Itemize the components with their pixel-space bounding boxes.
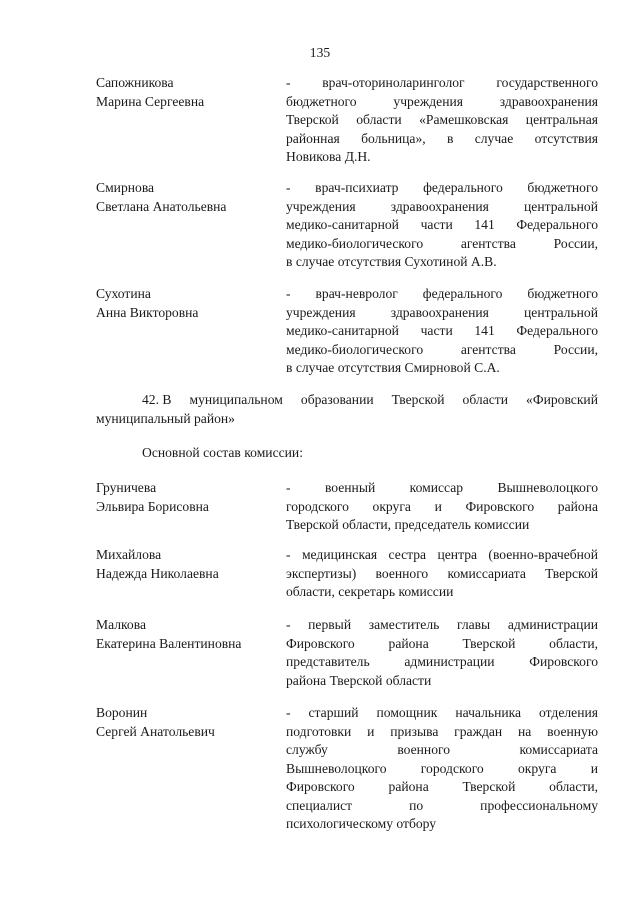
role-line: представитель администрации Фировского (286, 654, 598, 669)
word: муниципальном (189, 392, 283, 407)
role-line: учреждения здравоохранения центральной (286, 304, 598, 320)
person-role (286, 616, 598, 690)
role-line: специалист по профессиональному (286, 797, 598, 813)
role-line: в случае отсутствия Сухотиной А.В. (286, 254, 497, 269)
subheading: Основной состав комиссии: (142, 445, 303, 460)
word: образовании (300, 392, 374, 407)
role-line: медико-биологического агентства России, (286, 235, 598, 251)
role-line: в случае отсутствия Смирновой С.А. (286, 360, 500, 375)
person-role (286, 285, 598, 378)
person-role (286, 479, 598, 535)
word: Тверской (391, 392, 445, 407)
person-role (286, 704, 598, 834)
section-heading (96, 391, 598, 428)
role-line: Тверской области «Рамешковская центральная (286, 112, 598, 127)
person-name (96, 74, 276, 111)
surname: Михайлова (96, 547, 162, 562)
surname: Малкова (96, 617, 147, 632)
role-line: - врач-невролог федерального бюджетного (286, 286, 598, 301)
section-heading-line: муниципальный район» (96, 410, 235, 426)
person-name (96, 285, 276, 322)
person-name (96, 616, 276, 653)
page-number: 135 (309, 45, 331, 60)
role-line: - старший помощник начальника отделения (286, 705, 598, 720)
surname: Воронин (96, 705, 148, 720)
surname: Сапожникова (96, 75, 174, 90)
person-role (286, 74, 598, 167)
given-names: Екатерина Валентиновна (96, 635, 242, 651)
person-role (286, 546, 598, 602)
word: 42. В (142, 392, 172, 407)
role-line: - врач-психиатр федерального бюджетного (286, 180, 598, 195)
person-name (96, 704, 276, 741)
role-line: Тверской области, председатель комиссии (286, 517, 530, 532)
role-line: Новикова Д.Н. (286, 149, 371, 164)
person-name (96, 179, 276, 216)
given-names: Эльвира Борисовна (96, 498, 209, 514)
given-names: Надежда Николаевна (96, 565, 219, 581)
role-line: учреждения здравоохранения центральной (286, 198, 598, 214)
person-name (96, 479, 276, 516)
role-line: городского округа и Фировского района (286, 498, 598, 514)
role-line: - врач-оториноларинголог государственного (286, 75, 598, 90)
given-names: Марина Сергеевна (96, 93, 205, 109)
role-line: бюджетного учреждения здравоохранения (286, 93, 598, 109)
role-line: - медицинская сестра центра (военно-врачебной (286, 547, 598, 562)
surname: Смирнова (96, 180, 155, 195)
given-names: Светлана Анатольевна (96, 198, 227, 214)
role-line: области, секретарь комиссии (286, 584, 454, 599)
given-names: Сергей Анатольевич (96, 723, 215, 739)
role-line: района Тверской области (286, 672, 432, 688)
surname: Сухотина (96, 286, 151, 301)
role-line: районная больница», в случае отсутствия (286, 130, 598, 146)
role-line: медико-санитарной части 141 Федерального (286, 217, 598, 232)
role-line: Вышневолоцкого городского округа и (286, 760, 598, 776)
surname: Груничева (96, 480, 157, 495)
role-line: Фировского района Тверской области, (286, 779, 598, 794)
role-line: Фировского района Тверской области, (286, 635, 598, 651)
person-name (96, 546, 276, 583)
role-line: психологическому отбору (286, 816, 437, 831)
word: «Фировский (526, 392, 598, 407)
role-line: подготовки и призыва граждан на военную (286, 723, 598, 739)
role-line: - военный комиссар Вышневолоцкого (286, 480, 598, 495)
word: области (462, 392, 508, 407)
role-line: медико-санитарной части 141 Федерального (286, 323, 598, 338)
role-line: экспертизы) военного комиссариата Тверской (286, 565, 598, 581)
role-line: службу военного комиссариата (286, 742, 598, 757)
role-line: - первый заместитель главы администрации (286, 617, 598, 632)
role-line: медико-биологического агентства России, (286, 341, 598, 357)
given-names: Анна Викторовна (96, 304, 199, 320)
section-heading-line (96, 391, 598, 410)
person-role (286, 179, 598, 272)
